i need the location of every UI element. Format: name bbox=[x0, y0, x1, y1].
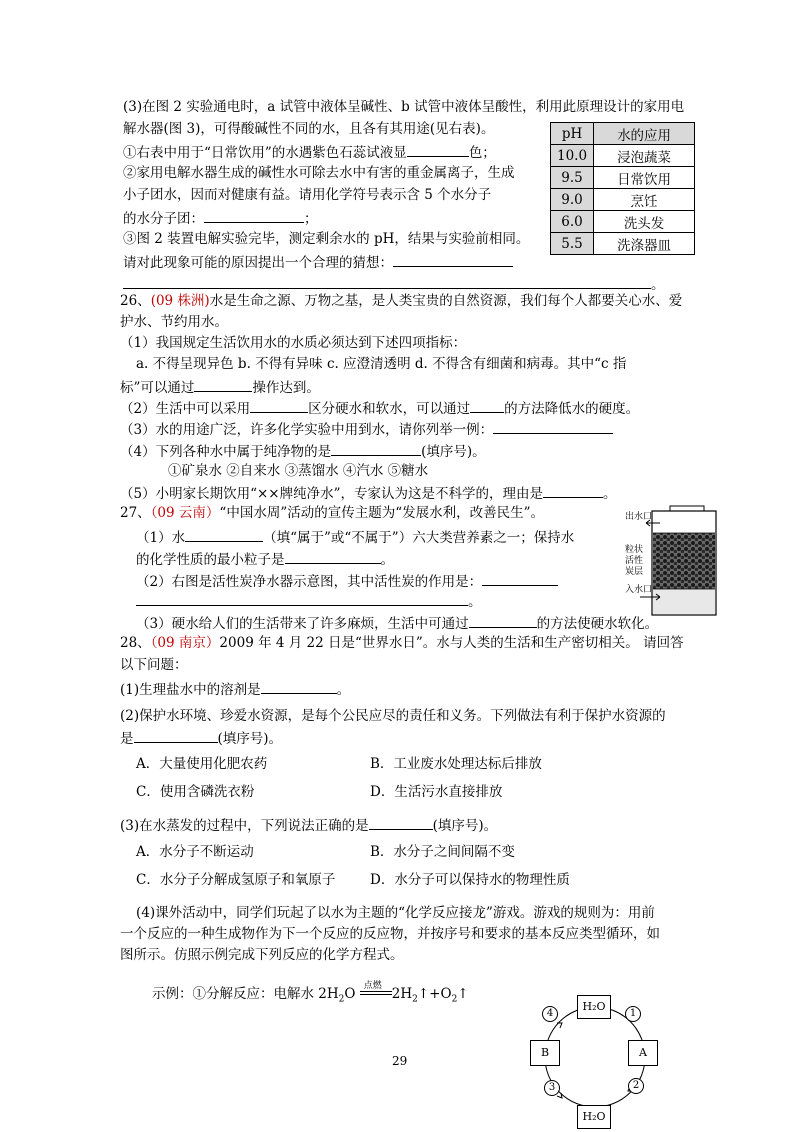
text-line: （1）我国规定生活饮用水的水质必须达到下述四项指标： bbox=[120, 335, 467, 351]
condition-label: 点燃 bbox=[363, 981, 382, 991]
text-line: 。 bbox=[136, 591, 482, 611]
option-d: D．水分子可以保持水的物理性质 bbox=[370, 872, 570, 888]
ph-usage-table bbox=[550, 122, 695, 255]
text-line: (3)在水蒸发的过程中，下列说法正确的是 (填序号)。 bbox=[120, 815, 497, 835]
cycle-node-top: H₂O bbox=[577, 995, 611, 1019]
text-line: 的水分子团： ； bbox=[123, 208, 318, 228]
step-number: 3 bbox=[544, 1080, 560, 1096]
text-line: （4）下列各种水中属于纯净物的是 (填序号)。 bbox=[120, 441, 486, 461]
text-line: （1）水 （填“属于”或“不属于”）六大类营养素之一；保持水 bbox=[136, 527, 574, 547]
text-line: ③图 2 装置电解实验完毕，测定剩余水的 pH，结果与实验前相同。 bbox=[123, 231, 530, 247]
text-line: (3)在图 2 实验通电时，a 试管中液体呈碱性、b 试管中液体呈酸性，利用此原理设计的家用电 bbox=[123, 99, 685, 115]
text-line: 以下问题： bbox=[120, 657, 188, 673]
cycle-node-right: A bbox=[628, 1040, 658, 1066]
example-equation: 示例：①分解反应：电解水 $2H_2O$ 点燃 $2H_2↑+O_2↑$ bbox=[152, 984, 469, 1009]
text-line: 一个反应的一种生成物作为下一个反应的反应物，并按序号和要求的基本反应类型循环，如 bbox=[120, 926, 660, 942]
text-line: 是 (填序号)。 bbox=[120, 728, 282, 748]
text-line: （3）硬水给人们的生活带来了许多麻烦，生活中可通过 的方法使硬水软化。 bbox=[136, 613, 658, 633]
cycle-node-left: B bbox=[530, 1040, 560, 1066]
carbon-purifier-figure bbox=[600, 505, 720, 621]
carbon-layer-label: 粒状活性炭层 bbox=[625, 545, 644, 577]
table-row: 10.0 浸泡蔬菜 bbox=[551, 145, 695, 167]
table-row: 9.5 日常饮用 bbox=[551, 167, 695, 189]
option-b: B．水分子之间间隔不变 bbox=[370, 844, 515, 860]
option-c: C．水分子分解成氢原子和氧原子 bbox=[136, 872, 336, 888]
option-a: A．大量使用化肥农药 bbox=[136, 756, 268, 772]
text-line: ②家用电解水器生成的碱性水可除去水中有害的重金属离子，生成 bbox=[123, 165, 515, 181]
text-line: 的化学性质的最小粒子是 。 bbox=[136, 549, 394, 569]
step-number: 1 bbox=[625, 1006, 641, 1022]
option-a: A．水分子不断运动 bbox=[136, 844, 254, 860]
question-28-title: 28、（09 南京）2009 年 4 月 22 日是“世界水日”。水与人类的生活和生产密切相关。 请回答 bbox=[120, 635, 684, 651]
text-line: （2）右图是活性炭净水器示意图，其中活性炭的作用是： bbox=[136, 571, 558, 591]
text-line: (1)生理盐水中的溶剂是 。 bbox=[120, 679, 350, 699]
text-line: 图所示。仿照示例完成下列反应的化学方程式。 bbox=[120, 947, 404, 963]
step-number: 2 bbox=[628, 1078, 644, 1094]
text-line: ①右表中用于“日常饮用”的水遇紫色石蕊试液显 色； bbox=[123, 142, 496, 162]
text-line: 小子团水，因而对健康有益。请用化学符号表示含 5 个水分子 bbox=[123, 187, 492, 203]
text-line: 请对此现象可能的原因提出一个合理的猜想： bbox=[123, 252, 513, 272]
table-row: 5.5 洗涤器皿 bbox=[551, 233, 695, 255]
cycle-node-bottom: H₂O bbox=[577, 1105, 611, 1129]
text-line: 。 bbox=[123, 274, 665, 294]
text-line: 解水器(图 3)，可得酸碱性不同的水，且各有其用途(见右表)。 bbox=[123, 121, 495, 137]
text-line: （5）小明家长期饮用“××牌纯净水”，专家认为这是不科学的，理由是 。 bbox=[120, 483, 617, 503]
text-line: （3）水的用途广泛，许多化学实验中用到水，请你列举一例： bbox=[120, 419, 613, 439]
table-row: 6.0 洗头发 bbox=[551, 211, 695, 233]
page-number: 29 bbox=[392, 1054, 408, 1068]
inlet-label: 入水口 bbox=[625, 585, 653, 595]
option-d: D．生活污水直接排放 bbox=[370, 784, 503, 800]
question-27-title: 27、（09 云南）“中国水周”活动的宣传主题为“发展水利，改善民生”。 bbox=[120, 505, 545, 521]
table-header-use: 水的应用 bbox=[594, 123, 695, 145]
step-number: 4 bbox=[542, 1006, 558, 1022]
option-b: B．工业废水处理达标后排放 bbox=[370, 756, 542, 772]
text-line: (4)课外活动中，同学们玩起了以水为主题的“化学反应接龙”游戏。游戏的规则为：用前 bbox=[136, 905, 655, 921]
text-line: (2)保护水环境、珍爱水资源，是每个公民应尽的责任和义务。下列做法有利于保护水资源的 bbox=[120, 708, 666, 724]
text-line: a. 不得呈现异色 b. 不得有异味 c. 应澄清透明 d. 不得含有细菌和病毒。其中“c 指 bbox=[136, 356, 627, 372]
option-c: C．使用含磷洗衣粉 bbox=[136, 784, 255, 800]
outlet-label: 出水口 bbox=[625, 512, 653, 522]
text-line: （2）生活中可以采用 区分硬水和软水，可以通过 的方法降低水的硬度。 bbox=[120, 398, 639, 418]
table-header-ph: pH bbox=[551, 123, 594, 145]
text-line: 标”可以通过 操作达到。 bbox=[120, 377, 320, 397]
text-line: 护水、节约用水。 bbox=[120, 314, 228, 330]
text-line: ①矿泉水 ②自来水 ③蒸馏水 ④汽水 ⑤糖水 bbox=[168, 463, 429, 479]
table-row: 9.0 烹饪 bbox=[551, 189, 695, 211]
question-26-title: 26、(09 株洲)水是生命之源、万物之基，是人类宝贵的自然资源，我们每个人都要关心水、爱 bbox=[120, 293, 683, 309]
